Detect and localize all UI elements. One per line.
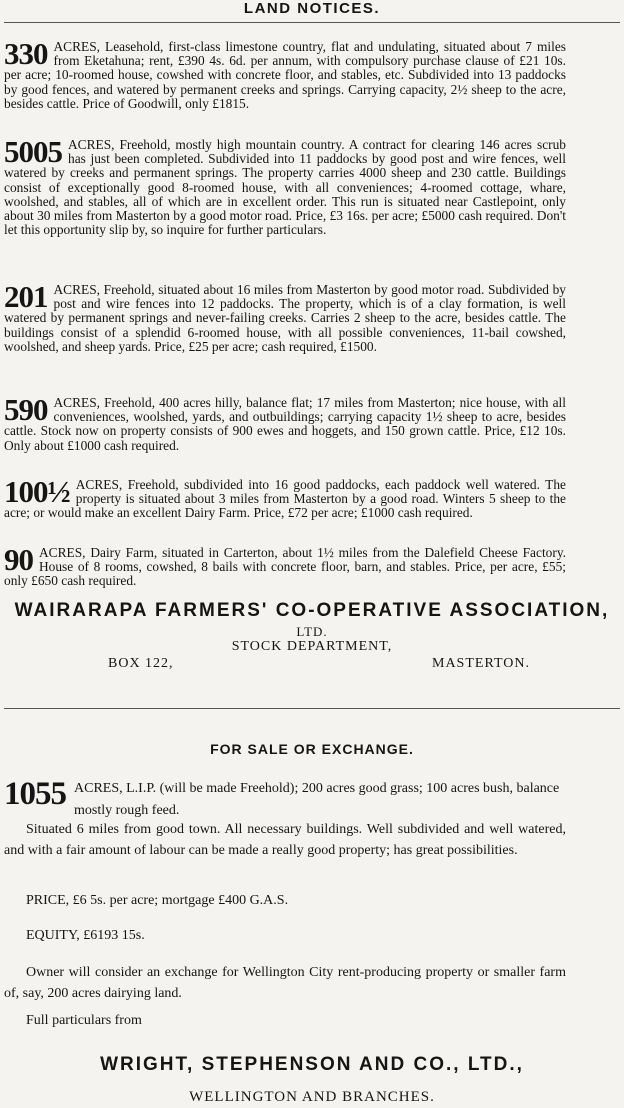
listing-acres: 330	[4, 36, 48, 71]
agent-box: BOX 122,	[108, 656, 174, 671]
agent2-name: WRIGHT, STEPHENSON AND CO., LTD.,	[100, 1054, 524, 1075]
sale-price: PRICE, £6 5s. per acre; mortgage £400 G.A.S.	[26, 893, 289, 908]
agent-name: WAIRARAPA FARMERS' CO-OPERATIVE ASSOCIATION,	[14, 600, 610, 621]
listing-5005	[4, 134, 566, 282]
listing-590	[4, 392, 566, 476]
sale-owner: Owner will consider an exchange for Wellington City rent-producing property or smaller farm of, say, 200 acres dairying land.	[4, 965, 566, 1001]
listing-text: ACRES, Freehold, 400 acres hilly, balance flat; 17 miles from Masterton; nice house, with all conveniences, woolshed, yards, and outbuildings; carrying capacity 1½ sheep to acre, besides cattle. Stock now on property consists of 900 ewes and hoggets, and 150 grown cattle. Price, £12 10s. Only about £1000 cash required.	[4, 395, 566, 453]
listing-text: ACRES, Freehold, situated about 16 miles from Masterton by good motor road. Subdivided by post and wire fences into 12 paddocks. The property, which is of a clay formation, is well watered by permanent springs and never-failing creeks. Carries 2 sheep to the acre, besides cattle. The buildings consist of a splendid 6-roomed house, with all possible conveniences, 11-bail cowshed, woolshed, and sheep yards. Price, £25 per acre; cash required, £1500.	[4, 282, 566, 354]
section-rule	[4, 708, 620, 709]
page-title: LAND NOTICES.	[243, 0, 381, 17]
sale-equity: EQUITY, £6193 15s.	[26, 928, 145, 943]
sale-intro	[4, 778, 566, 822]
sale-full-particulars: Full particulars from	[26, 1013, 142, 1028]
agent2-branches: WELLINGTON AND BRANCHES.	[189, 1089, 435, 1105]
listing-201	[4, 279, 566, 393]
listing-90	[4, 542, 566, 596]
agent-department: STOCK DEPARTMENT,	[231, 639, 393, 654]
sale-heading: FOR SALE OR EXCHANGE.	[210, 741, 414, 757]
listing-text: ACRES, Leasehold, first-class limestone country, flat and undulating, situated about 7 miles from Eketahuna; rent, £390 4s. 6d. per annum, with compulsory purchase clause of £21 10s. per acre; 10-roomed house, cowshed with concrete floor, and stables, etc. Subdivided into 13 paddocks by good fences, and watered by permanent creeks and springs. Carrying capacity, 2½ sheep to the acre, besides cattle. Price of Goodwill, only £1815.	[4, 39, 566, 111]
listing-100	[4, 474, 566, 544]
listing-text: ACRES, Freehold, mostly high mountain country. A contract for clearing 146 acres scrub has just been completed. Subdivided into 11 paddocks by good post and wire fences, well watered by creeks and permanent springs. The property carries 4000 sheep and 230 cattle. Buildings consist of exceptionally good 8-roomed house, with all conveniences; 4-roomed cottage, whare, woolshed, and stables, all of which are in excellent order. This run is situated near Castlepoint, only about 30 miles from Masterton by a good motor road. Price, £3 16s. per acre; £5000 cash required. Don't let this opportunity slip by, so inquire for further particulars.	[4, 137, 566, 238]
listing-acres: 90	[4, 542, 33, 577]
sale-intro-text: ACRES, L.I.P. (will be made Freehold); 200 acres good grass; 100 acres bush, balance mostly rough feed.	[74, 781, 560, 818]
sale-situated: Situated 6 miles from good town. All necessary buildings. Well subdivided and well watered, and with a fair amount of labour can be made a really good property; has great possibilities.	[4, 822, 566, 858]
listing-text: ACRES, Dairy Farm, situated in Carterton, about 1½ miles from the Dalefield Cheese Factory. House of 8 rooms, cowshed, 8 bails with concrete floor, barn, and stables. Price, per acre, £55; only £650 cash required.	[4, 545, 566, 589]
listing-330	[4, 36, 566, 136]
header-rule	[4, 22, 620, 23]
listing-acres: 100½	[4, 474, 70, 509]
sale-acres: 1055	[4, 776, 66, 812]
agent-ltd: LTD.	[296, 624, 328, 639]
listing-acres: 5005	[4, 134, 62, 169]
listing-acres: 590	[4, 392, 48, 427]
listing-acres: 201	[4, 279, 48, 314]
listing-text: ACRES, Freehold, subdivided into 16 good paddocks, each paddock well watered. The property is situated about 3 miles from Masterton by a good road. Winters 5 sheep to the acre; or would make an excellent Dairy Farm. Price, £72 per acre; £1000 cash required.	[4, 477, 566, 521]
agent-town: MASTERTON.	[432, 656, 530, 671]
